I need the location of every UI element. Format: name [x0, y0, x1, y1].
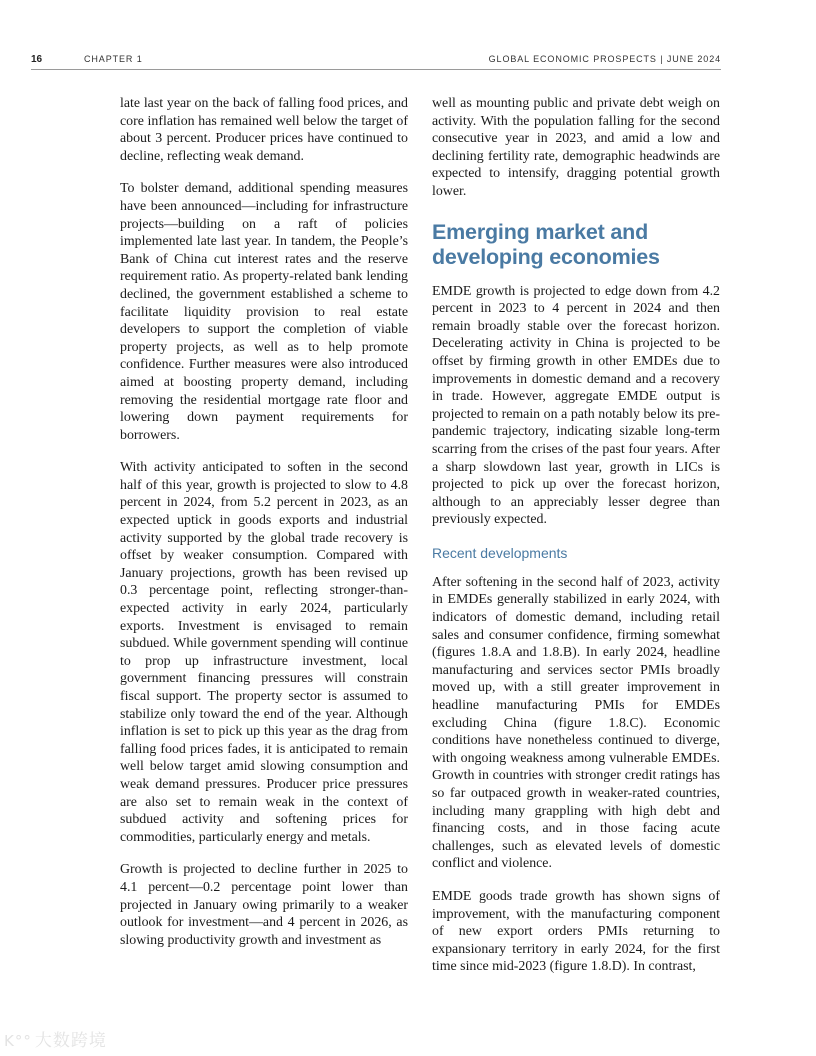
subsection-heading: Recent developments	[432, 544, 568, 561]
section-heading: Emerging market and developing economies	[432, 219, 660, 269]
right-column	[432, 95, 720, 991]
paragraph: EMDE goods trade growth has shown signs of improvement, with the manufacturing component of new export orders PMIs returning to expansionary territory in early 2024, for the first time since mid-2023 (figure 1.8.D). In contrast,	[432, 888, 720, 975]
left-column	[120, 95, 408, 964]
paragraph: To bolster demand, additional spending measures have been announced—including for infrastructure projects—building on a raft of policies implemented late last year. In tandem, the People’s Bank of China cut interest rates and the reserve requirement ratio. As property-related bank lending declined, the government established a scheme to facilitate liquidity provision to real estate developers to support the completion of viable property projects, as well as to help promote confidence. Further measures were also introduced aimed at boosting property demand, including removing the residential mortgage rate floor and lowering down payment requirements for borrowers.	[120, 181, 408, 443]
paragraph: After softening in the second half of 2023, activity in EMDEs generally stabilized in early 2024, with indicators of domestic demand, including retail sales and consumer confidence, firming somewhat (figures 1.8.A and 1.8.B). In early 2024, headline manufacturing and services sector PMIs broadly moved up, with a still greater improvement in headline manufacturing PMIs for EMDEs excluding China (figure 1.8.C). Economic conditions have nonetheless continued to diverge, with ongoing weakness among vulnerable EMDEs. Growth in countries with stronger credit ratings has so far outpaced growth in weaker-rated countries, including many grappling with high debt and financing costs, and in those facing acute challenges, such as elevated levels of domestic conflict and violence.	[432, 574, 720, 872]
watermark	[4, 1026, 107, 1051]
watermark-text: 大数跨境	[34, 1031, 107, 1051]
paragraph: EMDE growth is projected to edge down from 4.2 percent in 2023 to 4 percent in 2024 and then remain broadly stable over the forecast horizon. Decelerating activity in China is projected to be offset by firming growth in other EMDEs due to improvements in domestic demand and a recovery in trade. However, aggregate EMDE output is projected to remain on a path notably below its pre-pandemic trajectory, indicating sizable long-term scarring from the crises of the past four years. After a sharp slowdown last year, growth in LICs is projected to pick up over the forecast horizon, although to an appreciably lesser degree than previously expected.	[432, 283, 720, 528]
publication-title: GLOBAL ECONOMIC PROSPECTS | JUNE 2024	[488, 54, 721, 64]
paragraph: well as mounting public and private debt weigh on activity. With the population falling for the second consecutive year in 2023, and amid a low and declining fertility rate, demographic headwinds are expected to intensify, dragging potential growth lower.	[432, 96, 720, 199]
running-header	[31, 51, 721, 70]
chapter-label: CHAPTER 1	[84, 54, 143, 64]
paragraph: With activity anticipated to soften in the second half of this year, growth is projected to slow to 4.8 percent in 2024, from 5.2 percent in 2023, as an expected uptick in goods exports and industrial activity supported by the global trade recovery is offset by weaker consumption. Compared with January projections, growth has been revised up 0.3 percentage point, reflecting stronger-than-expected activity in early 2024, particularly exports. Investment is envisaged to remain subdued. While government spending will continue to prop up infrastructure investment, local government financing pressures will constrain fiscal support. The property sector is assumed to stabilize only toward the end of the year. Although inflation is set to pick up this year as the drag from falling food prices fades, it is anticipated to remain well below target amid slowing consumption and weak demand pressures. Producer price pressures are also set to remain weak in the context of subdued activity and softening prices for commodities, particularly energy and metals.	[120, 460, 408, 845]
paragraph: late last year on the back of falling food prices, and core inflation has remained well below the target of about 3 percent. Producer prices have continued to decline, reflecting weak demand.	[120, 96, 408, 164]
paragraph: Growth is projected to decline further in 2025 to 4.1 percent—0.2 percentage point lower than projected in January owing primarily to a weaker outlook for investment—and 4 percent in 2026, as slowing productivity growth and investment as	[120, 862, 408, 948]
watermark-logo-icon: K°°	[4, 1032, 32, 1050]
page-number: 16	[31, 54, 43, 65]
